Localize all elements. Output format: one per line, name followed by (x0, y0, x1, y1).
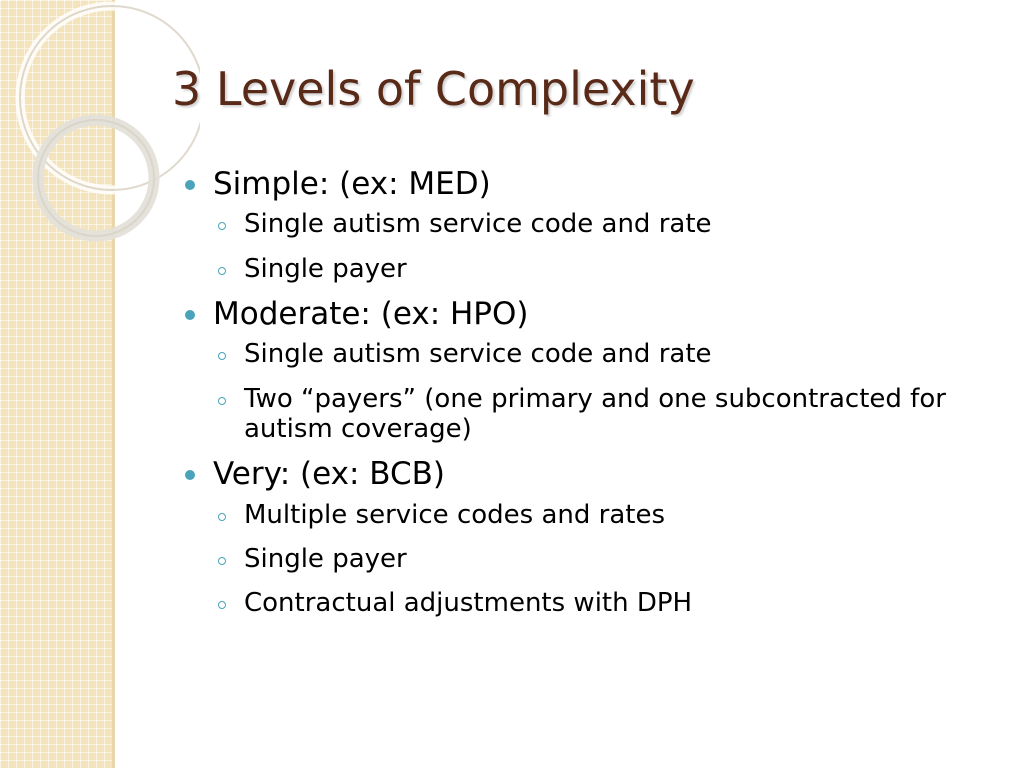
level-item-very (182, 456, 982, 618)
bullet-ring-icon (218, 397, 226, 405)
bullet-ring-icon (218, 352, 226, 360)
sub-item (213, 544, 982, 574)
bullet-ring-icon (218, 222, 226, 230)
bullet-ring-icon (218, 267, 226, 275)
sub-item-text: Two “payers” (one primary and one subcontracted for autism coverage) (244, 383, 946, 444)
bullet-ring-icon (218, 557, 226, 565)
sub-list (213, 339, 982, 444)
level-label: Moderate: (ex: HPO) (213, 296, 529, 332)
bullet-ring-icon (218, 513, 226, 521)
bullet-dot-icon (185, 180, 195, 190)
sub-item-text: Contractual adjustments with DPH (244, 588, 693, 619)
sub-item (213, 209, 982, 239)
decorative-rings-graphic (0, 0, 200, 260)
sub-item (213, 384, 982, 445)
sub-item-text: Multiple service codes and rates (244, 499, 665, 530)
level-label: Simple: (ex: MED) (213, 166, 491, 202)
sub-list (213, 500, 982, 619)
sub-item-text: Single payer (244, 544, 407, 574)
sub-item (213, 500, 982, 530)
sub-item (213, 588, 982, 618)
sub-item (213, 339, 982, 369)
slide-title: 3 Levels of Complexity (172, 62, 695, 116)
level-item-moderate (182, 296, 982, 444)
sub-item-text: Single payer (244, 253, 407, 284)
bullet-dot-icon (185, 470, 195, 480)
sub-item (213, 254, 982, 284)
bullet-dot-icon (185, 310, 195, 320)
sub-item-text: Single autism service code and rate (244, 209, 712, 240)
sub-item-text: Single autism service code and rate (244, 339, 712, 370)
bullet-list (182, 166, 982, 619)
sub-list (213, 209, 982, 284)
level-item-simple (182, 166, 982, 284)
level-label: Very: (ex: BCB) (213, 456, 446, 493)
bullet-ring-icon (218, 601, 226, 609)
